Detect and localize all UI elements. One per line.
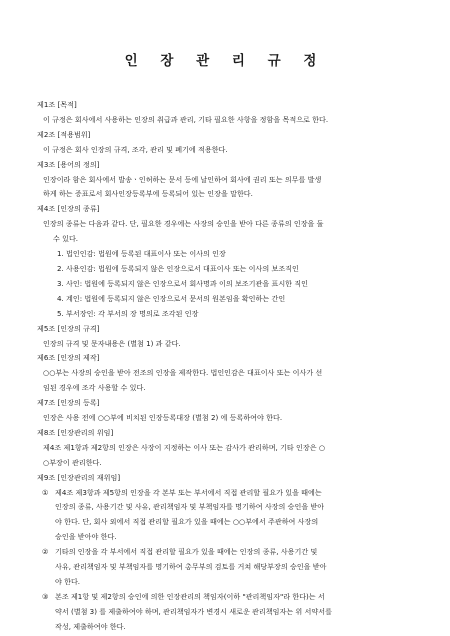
clause-line: 야 한다.	[55, 577, 81, 586]
article-text: 수 있다.	[53, 234, 79, 244]
clause-line: 본조 제1항 및 제2항의 승인에 의한 인장관리의 책임자(이하 "관리책임자"라 한다)는 서	[55, 591, 325, 601]
list-item: 5. 부서장인: 각 부서의 장 명의로 조각된 인장	[57, 308, 199, 318]
clause-line: 기타의 인장을 각 부서에서 직접 관리할 필요가 있을 때에는 인장의 종류, 사용기간 및	[55, 547, 318, 557]
article-heading: 제7조 [인장의 등록]	[37, 398, 100, 408]
list-item: 2. 사용인감: 법원에 등록되지 않은 인장으로서 대표이사 또는 이사의 보조직인	[57, 263, 299, 273]
list-item: 3. 사인: 법원에 등록되지 않은 인장으로서 회사명과 이의 보조기관을 표시한 직인	[57, 278, 308, 288]
article-text: 임된 경우에 조각 사용할 수 있다.	[43, 383, 146, 393]
article-heading: 제2조 [적용범위]	[37, 129, 91, 139]
article-heading: 제3조 [용어의 정의]	[37, 159, 100, 169]
clause-line: 인장의 종류, 사용기간 및 사유, 관리책임자 및 부책임자를 명기하여 사장의 승인을 받아	[55, 502, 325, 512]
article-text: ○부장이 관리한다.	[43, 457, 102, 467]
article-text: 인장이라 함은 회사에서 발송ㆍ인허하는 문서 등에 날인하여 회사에 권리 또는 의무를 발생	[43, 174, 322, 184]
clause-number: ①	[42, 487, 49, 497]
article-text: 인장의 종류는 다음과 같다. 단, 필요한 경우에는 사장의 승인을 받아 다른 종류의 인장을 둘	[43, 219, 324, 229]
document-body	[37, 98, 415, 635]
clause-number: ②	[42, 547, 49, 557]
clause-number: ③	[42, 591, 49, 601]
clause	[37, 590, 415, 635]
list-item: 1. 법인인감: 법원에 등록된 대표이사 또는 이사의 인장	[57, 249, 226, 259]
article-text: 인장은 사용 전에 ○○부에 비치된 인장등록대장 (별첨 2) 에 등록하여야 한다.	[43, 413, 283, 423]
clause	[37, 545, 415, 590]
clause-line: 사유, 관리책임자 및 부책임자를 명기하여 총무부의 검토를 거쳐 해당부장의 승인을 받아	[55, 562, 327, 572]
clause-line: 승인을 받아야 한다.	[55, 532, 117, 542]
clause-line: 제4조 제3항과 제5항의 인장을 각 본부 또는 부서에서 직접 관리할 필요가 있을 때에는	[55, 487, 322, 497]
article-text: ○○부는 사장의 승인을 받아 전조의 인장을 제작한다. 법인인감은 대표이사 또는 이사가 선	[43, 368, 323, 378]
article-text: 하게 하는 증표로서 회사인장등록부에 등록되어 있는 인장을 말한다.	[43, 189, 253, 199]
article-heading: 제8조 [인장관리의 위임]	[37, 427, 114, 437]
clause	[37, 486, 415, 546]
clause-line: 작성, 제출하여야 한다.	[55, 621, 126, 631]
document-title: 인 장 관 리 규 정	[124, 53, 326, 69]
article-heading: 제9조 [인장관리의 재위임]	[37, 472, 121, 482]
article-text: 제4조 제1항과 제2항의 인장은 사장이 지정하는 이사 또는 감사가 관리하며, 기타 인장은 ○	[43, 442, 326, 452]
clause-line: 약서 (별첨 3) 를 제출하여야 하며, 관리책임자가 변경시 새로운 관리책임자는 위 서약서를	[55, 606, 332, 616]
article-text: 인장의 규격 및 문자내용은 (별첨 1) 과 같다.	[43, 338, 181, 348]
article-text: 이 규정은 회사에서 사용하는 인장의 취급과 관리, 기타 필요한 사항을 정함을 목적으로 한다.	[43, 114, 329, 124]
article-text: 이 규정은 회사 인장의 규격, 조각, 관리 및 폐기에 적용한다.	[43, 144, 228, 154]
list-item: 4. 계인: 법원에 등록되지 않은 인장으로서 문서의 원본임을 확인하는 간인	[57, 293, 286, 303]
article-heading: 제1조 [목적]	[37, 100, 77, 109]
clause-line: 야 한다. 단, 회사 외에서 직접 관리할 필요가 있을 때에는 ○○부에서 주관하여 사장의	[55, 517, 319, 527]
article-heading: 제5조 [인장의 규격]	[37, 323, 100, 333]
article-heading: 제4조 [인장의 종류]	[37, 204, 100, 214]
article-heading: 제6조 [인장의 제작]	[37, 353, 100, 363]
